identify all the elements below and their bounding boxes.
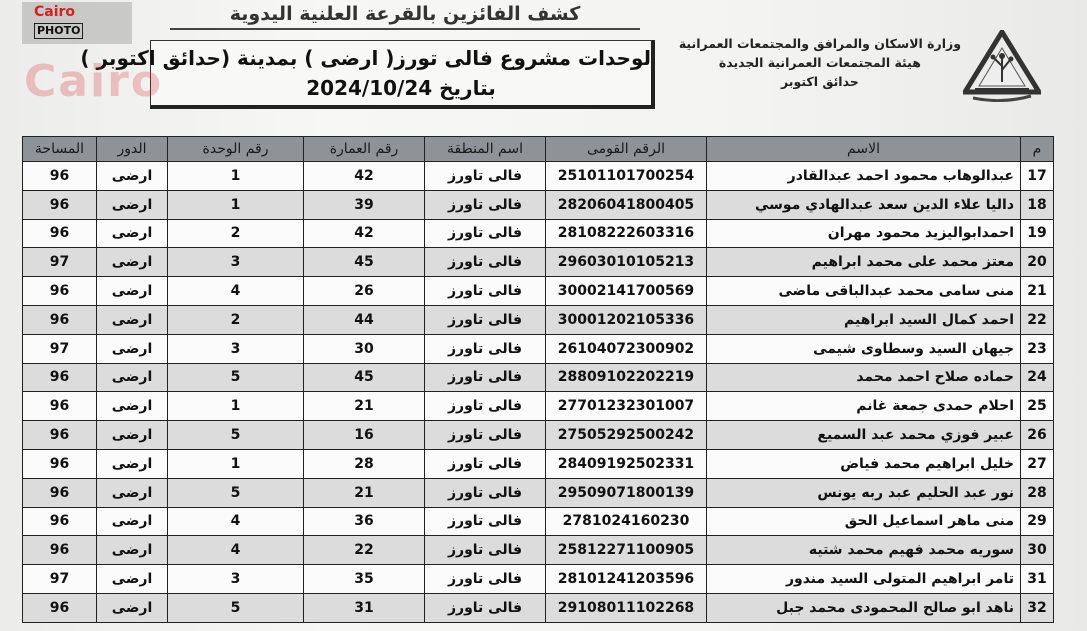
cell-unit: 4 (168, 277, 304, 306)
cell-size: 97 (23, 248, 97, 277)
cell-building: 28 (304, 449, 425, 478)
cell-national-id: 2781024160230 (546, 507, 707, 536)
cell-index: 29 (1021, 507, 1054, 536)
cell-size: 96 (23, 219, 97, 248)
cell-building: 22 (304, 536, 425, 565)
cell-size: 96 (23, 449, 97, 478)
table-row (23, 449, 1054, 478)
cell-floor: ارضى (97, 565, 168, 594)
cell-building: 21 (304, 392, 425, 421)
header-col-size: المساحة (23, 137, 97, 162)
cell-size: 97 (23, 565, 97, 594)
cell-name: منى سامى محمد عبدالباقى ماضى (707, 277, 1021, 306)
cell-name: نور عبد الحليم عبد ربه يونس (707, 478, 1021, 507)
cell-index: 26 (1021, 421, 1054, 450)
table-row (23, 277, 1054, 306)
watermark-badge-bottom: PHOTO (34, 23, 83, 39)
table-row (23, 190, 1054, 219)
cell-building: 31 (304, 593, 425, 622)
cell-name: سوريه محمد فهيم محمد شتيه (707, 536, 1021, 565)
cell-building: 36 (304, 507, 425, 536)
cell-area-name: فالى تاورز (425, 478, 546, 507)
header-col-floor: الدور (97, 137, 168, 162)
cell-national-id: 30002141700569 (546, 277, 707, 306)
cell-name: ناهد ابو صالح المحمودى محمد جبل (707, 593, 1021, 622)
cell-name: احمد كمال السيد ابراهيم (707, 305, 1021, 334)
cell-size: 96 (23, 478, 97, 507)
cell-area-name: فالى تاورز (425, 363, 546, 392)
cell-area-name: فالى تاورز (425, 248, 546, 277)
project-subtitle: لوحدات مشروع فالى تورز( ارضى ) بمدينة (حدائق اكتوبر ) (80, 46, 651, 70)
cell-building: 45 (304, 248, 425, 277)
cell-floor: ارضى (97, 536, 168, 565)
cell-index: 25 (1021, 392, 1054, 421)
cell-name: احمدابواليزيد محمود مهران (707, 219, 1021, 248)
cell-size: 96 (23, 392, 97, 421)
ministry-header (679, 34, 961, 91)
cell-area-name: فالى تاورز (425, 392, 546, 421)
cell-index: 18 (1021, 190, 1054, 219)
cell-size: 96 (23, 593, 97, 622)
cell-national-id: 28101241203596 (546, 565, 707, 594)
table-header-row (23, 137, 1054, 162)
cell-floor: ارضى (97, 305, 168, 334)
table-row (23, 219, 1054, 248)
cell-index: 20 (1021, 248, 1054, 277)
table-row (23, 363, 1054, 392)
table-row (23, 334, 1054, 363)
cell-national-id: 29509071800139 (546, 478, 707, 507)
cell-name: عبدالوهاب محمود احمد عبدالقادر (707, 162, 1021, 191)
watermark-badge (22, 2, 132, 44)
cell-unit: 5 (168, 363, 304, 392)
header-col-unit: رقم الوحدة (168, 137, 304, 162)
table-row (23, 478, 1054, 507)
cell-index: 17 (1021, 162, 1054, 191)
cell-national-id: 25812271100905 (546, 536, 707, 565)
cell-unit: 5 (168, 593, 304, 622)
cell-size: 96 (23, 162, 97, 191)
header-col-building: رقم العمارة (304, 137, 425, 162)
cell-national-id: 30001202105336 (546, 305, 707, 334)
header-col-area-name: اسم المنطقة (425, 137, 546, 162)
cell-building: 21 (304, 478, 425, 507)
city-name: حدائق اكتوبر (781, 74, 859, 89)
watermark-cairo: Cairo (24, 56, 163, 107)
cell-floor: ارضى (97, 334, 168, 363)
cell-name: تامر ابراهيم المتولى السيد مندور (707, 565, 1021, 594)
cell-unit: 3 (168, 334, 304, 363)
cell-size: 97 (23, 334, 97, 363)
cell-unit: 3 (168, 565, 304, 594)
cell-national-id: 28409192502331 (546, 449, 707, 478)
cell-building: 44 (304, 305, 425, 334)
cell-floor: ارضى (97, 363, 168, 392)
cell-area-name: فالى تاورز (425, 565, 546, 594)
watermark-badge-top: Cairo (34, 4, 76, 20)
cell-index: 23 (1021, 334, 1054, 363)
cell-size: 96 (23, 305, 97, 334)
ministry-name: وزارة الاسكان والمرافق والمجتمعات العمرانية (678, 36, 961, 51)
header-col-name: الاسم (707, 137, 1021, 162)
cell-national-id: 28809102202219 (546, 363, 707, 392)
cell-size: 96 (23, 363, 97, 392)
cell-floor: ارضى (97, 219, 168, 248)
cell-unit: 3 (168, 248, 304, 277)
cell-national-id: 29603010105213 (546, 248, 707, 277)
table-row (23, 162, 1054, 191)
cell-area-name: فالى تاورز (425, 421, 546, 450)
cell-unit: 2 (168, 305, 304, 334)
table-row (23, 248, 1054, 277)
cell-name: احلام حمدى جمعة غانم (707, 392, 1021, 421)
cell-unit: 1 (168, 449, 304, 478)
cell-area-name: فالى تاورز (425, 305, 546, 334)
cell-area-name: فالى تاورز (425, 162, 546, 191)
header-col-index: م (1021, 137, 1054, 162)
cell-area-name: فالى تاورز (425, 190, 546, 219)
cell-index: 32 (1021, 593, 1054, 622)
cell-index: 19 (1021, 219, 1054, 248)
cell-index: 27 (1021, 449, 1054, 478)
cell-index: 22 (1021, 305, 1054, 334)
cell-size: 96 (23, 507, 97, 536)
table-row (23, 421, 1054, 450)
cell-national-id: 27701232301007 (546, 392, 707, 421)
cell-building: 26 (304, 277, 425, 306)
cell-unit: 4 (168, 507, 304, 536)
cell-building: 16 (304, 421, 425, 450)
cell-building: 42 (304, 219, 425, 248)
cell-area-name: فالى تاورز (425, 219, 546, 248)
cell-floor: ارضى (97, 421, 168, 450)
cell-area-name: فالى تاورز (425, 507, 546, 536)
cell-building: 42 (304, 162, 425, 191)
cell-national-id: 28108222603316 (546, 219, 707, 248)
cell-floor: ارضى (97, 593, 168, 622)
cell-unit: 1 (168, 392, 304, 421)
cell-national-id: 25101101700254 (546, 162, 707, 191)
cell-name: منى ماهر اسماعيل الحق (707, 507, 1021, 536)
authority-name: هيئة المجتمعات العمرانية الجديدة (718, 55, 921, 70)
table-row (23, 507, 1054, 536)
cell-building: 39 (304, 190, 425, 219)
header-col-national-id: الرقم القومى (546, 137, 707, 162)
cell-index: 28 (1021, 478, 1054, 507)
cell-floor: ارضى (97, 248, 168, 277)
cell-size: 96 (23, 190, 97, 219)
cell-floor: ارضى (97, 392, 168, 421)
cell-unit: 5 (168, 421, 304, 450)
cell-national-id: 26104072300902 (546, 334, 707, 363)
cell-floor: ارضى (97, 478, 168, 507)
cell-name: عبير فوزي محمد عبد السميع (707, 421, 1021, 450)
cell-unit: 2 (168, 219, 304, 248)
cell-area-name: فالى تاورز (425, 593, 546, 622)
cell-size: 96 (23, 277, 97, 306)
document-title: كشف الفائزين بالقرعة العلنية اليدوية (170, 2, 640, 30)
cell-size: 96 (23, 421, 97, 450)
cell-building: 45 (304, 363, 425, 392)
cell-floor: ارضى (97, 507, 168, 536)
cell-index: 31 (1021, 565, 1054, 594)
cell-unit: 4 (168, 536, 304, 565)
cell-area-name: فالى تاورز (425, 277, 546, 306)
cell-name: خليل ابراهيم محمد فياض (707, 449, 1021, 478)
cell-index: 24 (1021, 363, 1054, 392)
cell-building: 30 (304, 334, 425, 363)
cell-area-name: فالى تاورز (425, 536, 546, 565)
authority-logo-icon (963, 30, 1041, 102)
cell-floor: ارضى (97, 162, 168, 191)
table-row (23, 593, 1054, 622)
table-row (23, 305, 1054, 334)
cell-name: جيهان السيد وسطاوى شيمى (707, 334, 1021, 363)
cell-unit: 5 (168, 478, 304, 507)
cell-building: 35 (304, 565, 425, 594)
cell-name: حماده صلاح احمد محمد (707, 363, 1021, 392)
cell-index: 30 (1021, 536, 1054, 565)
cell-size: 96 (23, 536, 97, 565)
cell-area-name: فالى تاورز (425, 334, 546, 363)
cell-national-id: 29108011102268 (546, 593, 707, 622)
cell-name: معتز محمد على محمد ابراهيم (707, 248, 1021, 277)
cell-national-id: 28206041800405 (546, 190, 707, 219)
table-row (23, 536, 1054, 565)
cell-area-name: فالى تاورز (425, 449, 546, 478)
cell-floor: ارضى (97, 190, 168, 219)
cell-name: داليا علاء الدين سعد عبدالهادي موسي (707, 190, 1021, 219)
cell-floor: ارضى (97, 277, 168, 306)
winners-table (22, 136, 1054, 623)
cell-national-id: 27505292500242 (546, 421, 707, 450)
cell-unit: 1 (168, 162, 304, 191)
table-row (23, 565, 1054, 594)
cell-index: 21 (1021, 277, 1054, 306)
date-line: بتاريخ 2024/10/24 (306, 76, 496, 100)
table-row (23, 392, 1054, 421)
cell-floor: ارضى (97, 449, 168, 478)
cell-unit: 1 (168, 190, 304, 219)
